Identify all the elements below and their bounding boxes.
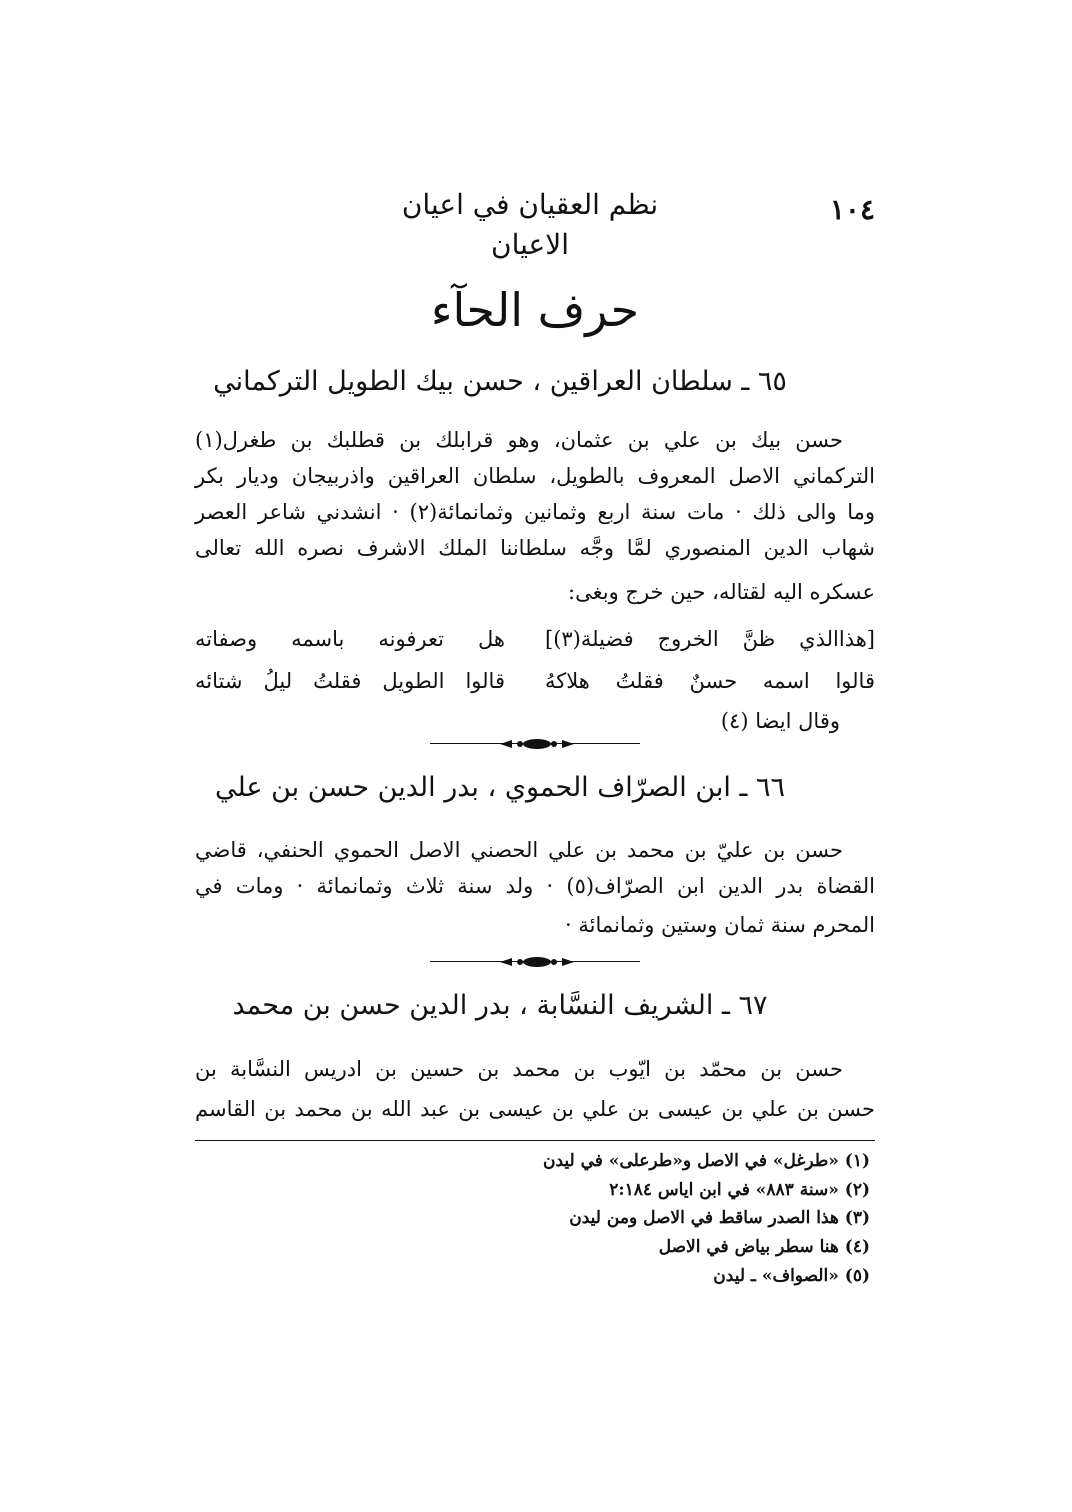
entry-65-line-2: التركماني الاصل المعروف بالطويل، سلطان العراقين واذربيجان وديار بكر xyxy=(195,464,875,488)
section-separator xyxy=(430,956,640,968)
footnote-4: (٤) هنا سطر بياض في الاصل xyxy=(658,1237,870,1257)
entry-66-line-2: القضاة بدر الدين ابن الصرّاف(٥) · ولد سنة ثلاث وثمانمائة · ومات في xyxy=(195,874,875,898)
verse-1-first-hemistich: [هذاالذي ظنَّ الخروج فضيلة(٣)] xyxy=(545,627,875,651)
running-title: نظم العقيان في اعيان الاعيان xyxy=(401,188,659,261)
entry-heading-66: ٦٦ ـ ابن الصرّاف الحموي ، بدر الدين حسن بن علي xyxy=(214,772,786,803)
verse-continuation-note: وقال ايضا (٤) xyxy=(720,709,840,733)
page-number: ١٠٤ xyxy=(829,193,875,226)
entry-67-line-1: حسن بن محمّد بن ايّوب بن محمد بن حسين بن ادريس النسَّابة بن xyxy=(195,1057,843,1081)
entry-65-line-5: عسكره اليه لقتاله، حين خرج وبغى: xyxy=(568,580,875,604)
verse-2-first-hemistich: قالوا اسمه حسنٌ فقلتُ هلاكهُ xyxy=(545,669,875,693)
footnote-2: (٢) «سنة ٨٨٣» في ابن اياس ٢:١٨٤ xyxy=(609,1180,870,1200)
entry-heading-65: ٦٥ ـ سلطان العراقين ، حسن بيك الطويل التركماني xyxy=(213,366,787,397)
chapter-title: حرف الحآء xyxy=(430,283,640,337)
verse-2-second-hemistich: قالوا الطويل فقلتُ ليلُ شتائه xyxy=(195,669,505,693)
verse-1-second-hemistich: هل تعرفونه باسمه وصفاته xyxy=(195,627,505,651)
footnote-1: (١) «طرغل» في الاصل و«طرعلى» في ليدن xyxy=(542,1151,870,1171)
section-separator xyxy=(430,738,640,750)
separator-ornament-icon xyxy=(500,738,574,750)
footnote-5: (٥) «الصواف» ـ ليدن xyxy=(713,1266,870,1286)
entry-66-line-3: المحرم سنة ثمان وستين وثمانمائة · xyxy=(565,913,875,937)
entry-67-line-2: حسن بن علي بن عيسى بن علي بن عيسى بن عبد الله بن محمد بن القاسم xyxy=(195,1097,875,1121)
entry-65-line-1: حسن بيك بن علي بن عثمان، وهو قرابلك بن قطلبك بن طغرل(١) xyxy=(195,428,843,452)
entry-heading-67: ٦٧ ـ الشريف النسَّابة ، بدر الدين حسن بن محمد xyxy=(232,990,768,1021)
entry-65-line-4: شهاب الدين المنصوري لمَّا وجَّه سلطاننا الملك الاشرف نصره الله تعالى xyxy=(195,536,875,560)
separator-ornament-icon xyxy=(500,956,574,968)
entry-65-line-3: وما والى ذلك · مات سنة اربع وثمانين وثمانمائة(٢) · انشدني شاعر العصر xyxy=(195,500,875,524)
footnote-3: (٣) هذا الصدر ساقط في الاصل ومن ليدن xyxy=(569,1208,870,1228)
footnote-divider xyxy=(195,1140,875,1141)
entry-66-line-1: حسن بن عليّ بن محمد بن علي الحصني الاصل الحموي الحنفي، قاضي xyxy=(195,838,843,862)
